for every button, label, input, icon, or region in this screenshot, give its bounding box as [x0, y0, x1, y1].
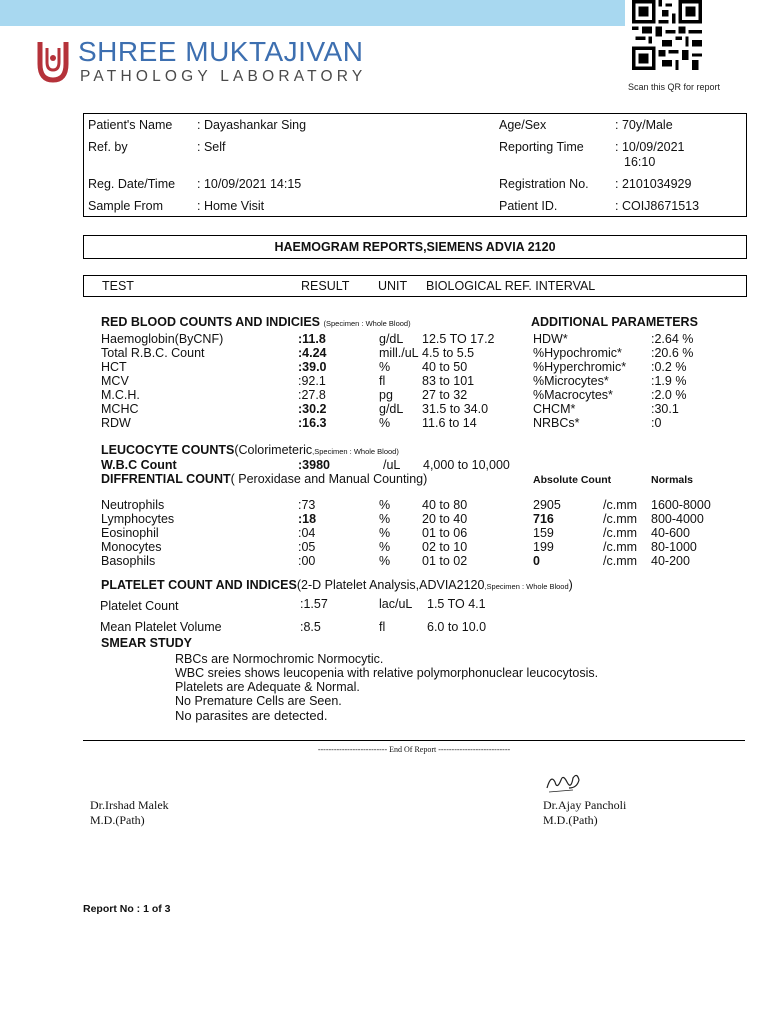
- differential-name: Lymphocytes: [101, 512, 175, 526]
- additional-param-name: %Macrocytes*: [533, 388, 613, 402]
- rbc-test-name: MCHC: [101, 402, 139, 416]
- reg-date-label: Reg. Date/Time: [88, 177, 176, 191]
- differential-result: :04: [298, 526, 316, 540]
- platelet-heading: PLATELET COUNT AND INDICES(2-D Platelet Analysis,ADVIA2120,Specimen : Whole Blood): [101, 578, 573, 592]
- absolute-unit: /c.mm: [603, 526, 638, 540]
- absolute-count: 199: [533, 540, 554, 554]
- wbc-unit: /uL: [383, 458, 401, 472]
- ref-by-value: : Self: [197, 140, 226, 154]
- lab-logo-icon: [36, 38, 70, 84]
- differential-unit: %: [379, 540, 391, 554]
- lab-subtitle: PATHOLOGY LABORATORY: [80, 68, 367, 85]
- absolute-count: 716: [533, 512, 554, 526]
- differential-result: :05: [298, 540, 316, 554]
- wbc-ref: 4,000 to 10,000: [423, 458, 510, 472]
- smear-heading: SMEAR STUDY: [101, 636, 192, 650]
- platelet-count-name: Platelet Count: [100, 599, 179, 613]
- differential-result: :73: [298, 498, 316, 512]
- col-result: RESULT: [301, 279, 350, 293]
- rbc-result: :39.0: [298, 360, 327, 374]
- col-test: TEST: [102, 279, 134, 293]
- differential-ref: 01 to 06: [422, 526, 468, 540]
- wbc-name: W.B.C Count: [101, 458, 177, 472]
- additional-param-value: :2.0 %: [651, 388, 687, 402]
- reg-date-value: : 10/09/2021 14:15: [197, 177, 302, 191]
- differential-result: :18: [298, 512, 317, 526]
- rbc-ref-interval: 83 to 101: [422, 374, 475, 388]
- divider: [83, 740, 745, 741]
- sample-from-label: Sample From: [88, 199, 164, 213]
- rbc-result: :4.24: [298, 346, 327, 360]
- rbc-result: :11.8: [298, 332, 326, 346]
- rbc-heading: RED BLOOD COUNTS AND INDICIES (Specimen : Whole Blood): [101, 315, 411, 329]
- differential-result: :00: [298, 554, 316, 568]
- rbc-ref-interval: 11.6 to 14: [422, 416, 477, 430]
- reporting-time-value-2: 16:10: [624, 155, 656, 169]
- additional-param-name: NRBCs*: [533, 416, 580, 430]
- rbc-test-name: Total R.B.C. Count: [101, 346, 205, 360]
- platelet-count-ref: 1.5 TO 4.1: [427, 597, 486, 611]
- absolute-count-heading: Absolute Count: [533, 474, 612, 486]
- additional-param-value: :30.1: [651, 402, 679, 416]
- rbc-unit: g/dL: [379, 402, 404, 416]
- doctor1-name: Dr.Irshad Malek: [90, 798, 169, 812]
- rbc-ref-interval: 12.5 TO 17.2: [422, 332, 495, 346]
- rbc-test-name: RDW: [101, 416, 131, 430]
- report-number: Report No : 1 of 3: [83, 903, 171, 915]
- wbc-result: :3980: [298, 458, 330, 472]
- smear-line: Platelets are Adequate & Normal.: [175, 680, 360, 694]
- normal-range: 1600-8000: [651, 498, 711, 512]
- rbc-test-name: HCT: [101, 360, 127, 374]
- col-ref: BIOLOGICAL REF. INTERVAL: [426, 279, 596, 293]
- rbc-unit: %: [379, 416, 391, 430]
- rbc-unit: fl: [379, 374, 386, 388]
- end-of-report: -------------------------- End Of Report ---------------------------: [317, 745, 511, 754]
- additional-param-name: %Hyperchromic*: [533, 360, 627, 374]
- differential-unit: %: [379, 498, 391, 512]
- additional-param-value: :0.2 %: [651, 360, 687, 374]
- age-sex-label: Age/Sex: [499, 118, 547, 132]
- differential-unit: %: [379, 554, 391, 568]
- differential-name: Neutrophils: [101, 498, 165, 512]
- additional-param-value: :2.64 %: [651, 332, 694, 346]
- report-title: HAEMOGRAM REPORTS,SIEMENS ADVIA 2120: [274, 240, 556, 254]
- differential-ref: 01 to 02: [422, 554, 468, 568]
- rbc-test-name: M.C.H.: [101, 388, 140, 402]
- col-unit: UNIT: [378, 279, 408, 293]
- additional-heading: ADDITIONAL PARAMETERS: [531, 315, 698, 329]
- rbc-ref-interval: 31.5 to 34.0: [422, 402, 489, 416]
- lab-name: SHREE MUKTAJIVAN: [78, 36, 364, 67]
- rbc-test-name: Haemoglobin(ByCNF): [101, 332, 224, 346]
- absolute-unit: /c.mm: [603, 540, 638, 554]
- ref-by-label: Ref. by: [88, 140, 128, 154]
- header-band: [0, 0, 625, 26]
- qr-caption: Scan this QR for report: [628, 82, 721, 92]
- additional-param-value: :1.9 %: [651, 374, 687, 388]
- rbc-unit: pg: [379, 388, 393, 402]
- additional-param-value: :0: [651, 416, 662, 430]
- additional-param-value: :20.6 %: [651, 346, 694, 360]
- leucocyte-heading: LEUCOCYTE COUNTS(Colorimeteric,Specimen : Whole Blood): [101, 443, 399, 457]
- smear-line: RBCs are Normochromic Normocytic.: [175, 652, 384, 666]
- absolute-unit: /c.mm: [603, 498, 638, 512]
- doctor1-degree: M.D.(Path): [90, 813, 145, 827]
- differential-ref: 02 to 10: [422, 540, 468, 554]
- qr-code-icon[interactable]: [631, 0, 703, 70]
- differential-name: Basophils: [101, 554, 156, 568]
- normal-range: 40-200: [651, 554, 690, 568]
- platelet-count-result: :1.57: [300, 597, 328, 611]
- normal-range: 40-600: [651, 526, 690, 540]
- additional-param-name: %Hypochromic*: [533, 346, 622, 360]
- registration-no-value: : 2101034929: [615, 177, 692, 191]
- patient-id-value: : COIJ8671513: [615, 199, 700, 213]
- differential-name: Monocytes: [101, 540, 162, 554]
- differential-ref: 20 to 40: [422, 512, 468, 526]
- mpv-unit: fl: [379, 620, 386, 634]
- patient-name-value: : Dayashankar Sing: [197, 118, 307, 132]
- platelet-count-unit: lac/uL: [379, 597, 413, 611]
- additional-param-name: HDW*: [533, 332, 568, 346]
- smear-line: No parasites are detected.: [175, 708, 328, 723]
- rbc-unit: mill./uL: [379, 346, 419, 360]
- reporting-time-label: Reporting Time: [499, 140, 584, 154]
- additional-param-name: %Microcytes*: [533, 374, 609, 388]
- column-header-box: [83, 275, 747, 297]
- rbc-result: :30.2: [298, 402, 327, 416]
- differential-unit: %: [379, 526, 391, 540]
- rbc-ref-interval: 4.5 to 5.5: [422, 346, 475, 360]
- reporting-time-value: : 10/09/2021: [615, 140, 685, 154]
- normal-range: 80-1000: [651, 540, 697, 554]
- smear-line: WBC sreies shows leucopenia with relative polymorphonuclear leucocytosis.: [175, 666, 599, 680]
- rbc-result: :92.1: [298, 374, 326, 388]
- rbc-ref-interval: 27 to 32: [422, 388, 468, 402]
- mpv-ref: 6.0 to 10.0: [427, 620, 487, 634]
- doctor2-name: Dr.Ajay Pancholi: [543, 798, 627, 812]
- rbc-result: :27.8: [298, 388, 326, 402]
- normal-range: 800-4000: [651, 512, 704, 526]
- rbc-result: :16.3: [298, 416, 327, 430]
- age-sex-value: : 70y/Male: [615, 118, 673, 132]
- differential-ref: 40 to 80: [422, 498, 468, 512]
- rbc-unit: %: [379, 360, 391, 374]
- patient-name-label: Patient's Name: [88, 118, 173, 132]
- absolute-count: 159: [533, 526, 554, 540]
- additional-param-name: CHCM*: [533, 402, 576, 416]
- signature-icon: [543, 768, 583, 798]
- absolute-count: 0: [533, 554, 540, 568]
- rbc-test-name: MCV: [101, 374, 129, 388]
- patient-id-label: Patient ID.: [499, 199, 558, 213]
- absolute-count: 2905: [533, 498, 561, 512]
- smear-line: No Premature Cells are Seen.: [175, 694, 342, 708]
- differential-unit: %: [379, 512, 391, 526]
- differential-heading: DIFFRENTIAL COUNT( Peroxidase and Manual Counting): [101, 472, 428, 486]
- rbc-ref-interval: 40 to 50: [422, 360, 468, 374]
- differential-name: Eosinophil: [101, 526, 159, 540]
- mpv-name: Mean Platelet Volume: [100, 620, 222, 634]
- normals-heading: Normals: [651, 474, 694, 486]
- mpv-result: :8.5: [300, 620, 321, 634]
- registration-no-label: Registration No.: [499, 177, 589, 191]
- sample-from-value: : Home Visit: [197, 199, 265, 213]
- absolute-unit: /c.mm: [603, 554, 638, 568]
- doctor2-degree: M.D.(Path): [543, 813, 598, 827]
- absolute-unit: /c.mm: [603, 512, 638, 526]
- rbc-unit: g/dL: [379, 332, 404, 346]
